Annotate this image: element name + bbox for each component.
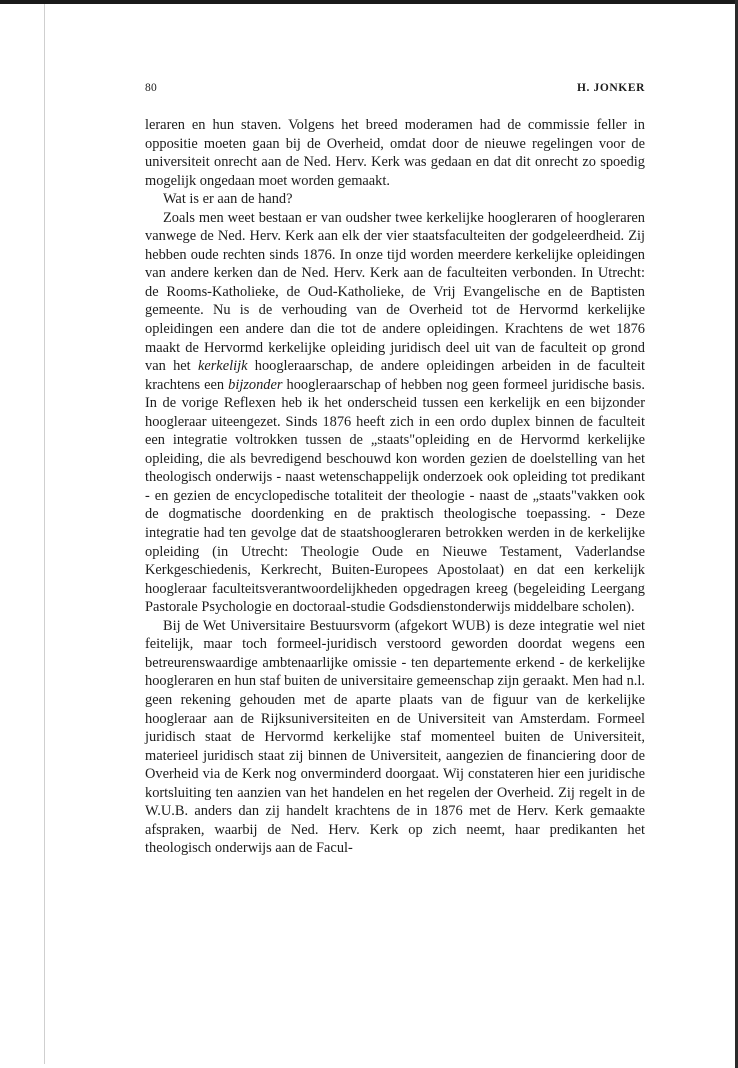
paragraph-text: Wat is er aan de hand?	[163, 191, 293, 208]
running-head-author: H. JONKER	[576, 82, 645, 94]
paragraph-p1	[145, 116, 645, 190]
paragraph-text: Bij de Wet Universitaire Bestuursvorm (afgekort WUB) is deze integratie wel niet feitelijk, maar toch formeel-juridisch verstoord geworden doordat wegens een betreurenswaardige ambtenaarlijke omissie - ten departemente erkend - de kerkelijke hoogleraren en hun staf buiten de universitaire gemeenschap zijn geraakt. Men had n.l. geen rekening gehouden met de aparte plaats van de figuur van de kerkelijke hoogleraar aan de Rijksuniversiteiten en de Universiteit van Amsterdam. Formeel juridisch staat de Hervormd kerkelijke staf momenteel buiten de Universiteit, materieel juridisch staat zij binnen de Universiteit, aangezien de financiering door de Overheid via de Kerk nog onverminderd doorgaat. Wij constateren hier een juridische kortsluiting ten aanzien van het handelen en het regelen der Overheid. Zij regelt in de W.U.B. anders dan zij handelt krachtens de in 1876 met de Herv. Kerk gemaakte afspraken, waarbij de Ned. Herv. Kerk op zich neemt, haar predikanten het theologisch onderwijs aan de Facul-	[145, 617, 645, 857]
running-head	[145, 82, 645, 94]
body-text	[145, 116, 645, 858]
paragraph-p3	[145, 209, 645, 617]
scan-edge-left	[44, 4, 45, 1064]
paragraph-text: hoogleraarschap, de andere opleidingen arbeiden in de faculteit krachtens een	[145, 358, 645, 393]
paragraph-text: Zoals men weet bestaan er van oudsher twee kerkelijke hoogleraren of hoogleraren vanwege de Ned. Herv. Kerk aan elk der vier staatsfaculteiten der godgeleerdheid. Zij hebben oude rechten sinds 1876. In onze tijd worden meerdere kerkelijke opleidingen van andere kerken dan de Ned. Herv. Kerk aan de faculteiten verbonden. In Utrecht: de Rooms-Katholieke, de Oud-Katholieke, de Vrij Evangelische en de Baptisten gemeente. Nu is de verhouding van de Overheid tot de Hervormd kerkelijke opleidingen een andere dan die tot de andere opleidingen. Krachtens de wet 1876 maakt de Hervormd kerkelijke opleiding juridisch deel uit van de faculteit op grond van het	[145, 209, 645, 375]
page-number: 80	[145, 82, 158, 94]
paragraph-p4	[145, 617, 645, 858]
paragraph-text: leraren en hun staven. Volgens het breed moderamen had de commissie feller in oppositie moeten gaan bij de Overheid, omdat door de nieuwe regelingen voor de universiteit onrecht aan de Ned. Herv. Kerk was gedaan en dat dit onrecht zo spoedig mogelijk ongedaan moet worden gemaakt.	[145, 117, 645, 189]
paragraph-p2	[145, 190, 645, 209]
book-page	[145, 82, 645, 858]
paragraph-text: hoogleraarschap of hebben nog geen formeel juridische basis. In de vorige Reflexen heb ik het onderscheid tussen een kerkelijk en een bijzonder hoogleraar uiteengezet. Sinds 1876 heeft zich in een ordo duplex binnen de faculteit een integratie voltrokken tussen de „staats"opleiding en de Hervormd kerkelijke opleiding, die als bevredigend beschouwd kon worden gezien de doelstelling van het theologisch onderwijs - naast wetenschappelijk onderzoek ook opleiding tot predikant - en gezien de encyclopedische totaliteit der theologie - naast de „staats"vakken ook de dogmatische doordenking en de praktisch theologische toepassing. - Deze integratie had ten gevolge dat de staatshoogleraren betrokken werden in de kerkelijke opleiding (in Utrecht: Theologie Oude en Nieuwe Testament, Vaderlandse Kerkgeschiedenis, Kerkrecht, Buiten-Europees Apostolaat) en dat een kerkelijk hoogleraar faculteitsverantwoordelijkheden opgedragen kreeg (begeleiding Leergang Pastorale Psychologie en doctoraal-studie Godsdienstonderwijs middelbare scholen).	[145, 376, 645, 616]
italic-term: kerkelijk	[197, 358, 248, 375]
scan-edge-top	[0, 0, 738, 4]
italic-term: bijzonder	[228, 376, 283, 393]
